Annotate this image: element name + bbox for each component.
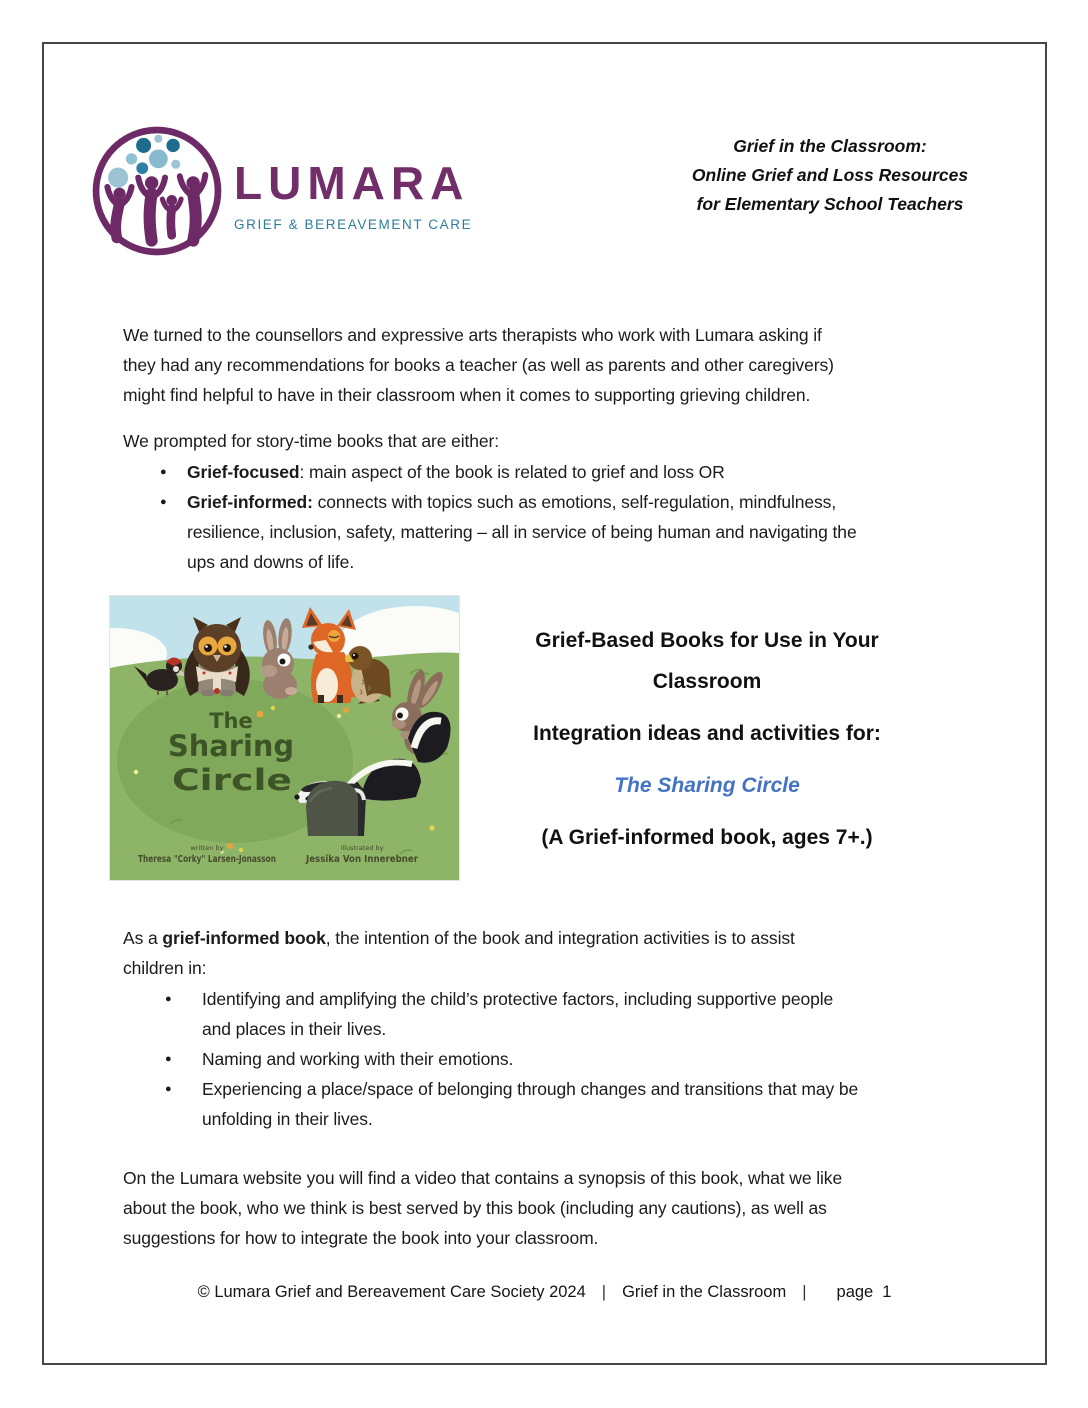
bullet2-line2: resilience, inclusion, safety, mattering – all in service of being human and navigating the (187, 522, 857, 542)
intention-list (165, 984, 858, 1134)
intention-post: , the intention of the book and integration activities is to assist (325, 928, 795, 948)
outro-line1: On the Lumara website you will find a video that contains a synopsis of this book, what we like (123, 1168, 843, 1188)
prompt-paragraph: We prompted for story-time books that are either: (123, 431, 500, 451)
intro-p1-line3: might find helpful to have in their classroom when it comes to supporting grieving children. (123, 385, 811, 405)
footer-separator: | (802, 1283, 807, 1301)
item3-line2: unfolding in their lives. (202, 1109, 373, 1129)
list-item (165, 1044, 858, 1074)
bullet-icon: ● (165, 1083, 172, 1095)
lumara-wordmark (234, 157, 473, 232)
section-heading-line2: Classroom (652, 670, 762, 693)
bullet1-bold: Grief-focused (187, 462, 300, 482)
intention-pre: As a (123, 928, 163, 948)
list-item (165, 984, 858, 1044)
book-cover-image (109, 595, 460, 881)
footer-copyright: © Lumara Grief and Bereavement Care Society 2024 (197, 1283, 586, 1301)
footer-doc-title: Grief in the Classroom (622, 1283, 787, 1301)
bullet-icon: ● (165, 993, 172, 1005)
intention-line2: children in: (123, 958, 207, 978)
website-paragraph (123, 1163, 842, 1253)
cover-title-line1: The (209, 709, 253, 733)
bullet1-rest: : main aspect of the book is related to grief and loss OR (299, 462, 725, 482)
doc-header-line3: for Elementary School Teachers (696, 194, 964, 214)
cover-author: Theresa "Corky" Larsen-Jonasson (138, 854, 276, 865)
footer-separator: | (601, 1283, 607, 1301)
cover-written-by-label: written by (190, 844, 224, 852)
list-item (160, 487, 857, 577)
cover-title-line3: Circle (172, 763, 292, 797)
bullet-icon: ● (165, 1053, 172, 1065)
cover-illustrator: Jessika Von Innerebner (305, 854, 419, 865)
bullet2-rest: connects with topics such as emotions, self-regulation, mindfulness, (312, 492, 837, 512)
document-page (42, 42, 1047, 1365)
section-heading-line1: Grief-Based Books for Use in Your (535, 629, 879, 652)
document-header (644, 132, 1016, 219)
footer-page-number: 1 (882, 1283, 892, 1301)
section-headings (464, 620, 950, 858)
bullet-icon: ● (160, 466, 167, 478)
book-type-list (160, 457, 857, 577)
item2-line1: Naming and working with their emotions. (202, 1049, 514, 1069)
list-item (165, 1074, 858, 1134)
outro-line2: about the book, who we think is best served by this book (including any cautions), as well as (123, 1198, 827, 1218)
intention-paragraph (123, 923, 795, 983)
item1-line1: Identifying and amplifying the child’s protective factors, including supportive people (202, 989, 834, 1009)
item3-line1: Experiencing a place/space of belonging through changes and transitions that may be (202, 1079, 859, 1099)
list-item (160, 457, 857, 487)
lumara-logo-icon (90, 124, 224, 258)
bullet2-bold: Grief-informed: (187, 492, 313, 512)
cover-title-line2: Sharing (168, 729, 294, 763)
intro-p1-line2: they had any recommendations for books a teacher (as well as parents and other caregivers) (123, 355, 834, 375)
intro-p1-line1: We turned to the counsellors and expressive arts therapists who work with Lumara asking if (123, 325, 822, 345)
book-title-heading: The Sharing Circle (614, 774, 800, 797)
doc-header-line2: Online Grief and Loss Resources (691, 165, 969, 185)
bullet2-line3: ups and downs of life. (187, 552, 355, 572)
item1-line2: and places in their lives. (202, 1019, 387, 1039)
cover-illustrated-by-label: illustrated by (340, 844, 384, 852)
page-footer (44, 1283, 1045, 1302)
doc-header-line1: Grief in the Classroom: (733, 136, 927, 156)
integration-heading: Integration ideas and activities for: (533, 722, 881, 745)
intro-paragraph (123, 320, 834, 410)
brand-tagline: GRIEF & BEREAVEMENT CARE (234, 217, 473, 232)
bullet-icon: ● (160, 496, 167, 508)
book-type-heading: (A Grief-informed book, ages 7+.) (541, 826, 873, 849)
brand-name: LUMARA (234, 157, 470, 209)
outro-line3: suggestions for how to integrate the book into your classroom. (123, 1228, 599, 1248)
intention-bold: grief-informed book (162, 928, 326, 948)
footer-page-label: page (836, 1283, 874, 1301)
